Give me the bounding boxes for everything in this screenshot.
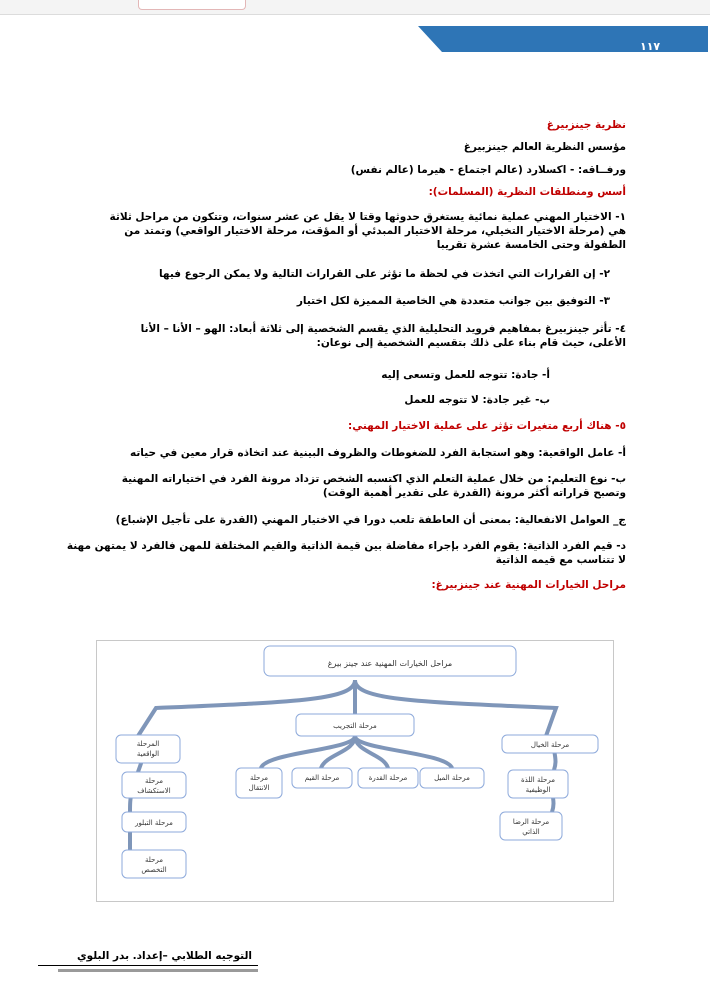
node-transition: [236, 768, 282, 798]
variable-b: [66, 472, 626, 500]
label-satisfaction-2: الذاتي: [522, 828, 540, 836]
page-number: ١١٧: [640, 40, 661, 53]
label-satisfaction-1: مرحلة الرضا: [512, 818, 550, 826]
stages-heading: مراحل الخيارات المهنية عند جينزبيرغ:: [431, 579, 626, 591]
principle-3: ٣- التوفيق بين جوانب متعددة هي الخاصية المميزة لكل اختيار: [296, 295, 610, 307]
top-toolbar: [0, 0, 710, 15]
banner-shape: [418, 26, 708, 52]
section-title: نظرية جينزبيرغ: [546, 119, 626, 131]
label-exploration-1: مرحلة: [144, 777, 164, 785]
label-fantasy: مرحلة الخيال: [530, 741, 570, 749]
label-interest: مرحلة الميل: [434, 774, 470, 782]
principle-4: [66, 322, 626, 350]
page-footer: [38, 950, 258, 972]
principle-5: [66, 419, 626, 433]
principle-2: ٢- إن القرارات التي اتخذت في لحظة ما تؤثر على القرارات التالية ولا يمكن الرجوع فيها: [158, 268, 610, 280]
principle-1-line-3: الطفولة وحتى الخامسة عشرة تقريبا: [436, 239, 626, 251]
personality-type-b: ب- غير جادة: لا تتوجه للعمل: [404, 394, 550, 406]
label-top: مراحل الخيارات المهنية عند جينز بيرغ: [327, 659, 453, 668]
label-crystallization: مرحلة التبلور: [135, 819, 173, 827]
variable-c: ج_ العوامل الانفعالية: بمعنى أن العاطفة تلعب دورا في الاختيار المهني (القدرة على تأجيل الإشباع): [115, 514, 626, 526]
stages-diagram: [96, 640, 614, 902]
variable-d-line-2: لا تتناسب مع قيمه الذاتية: [495, 554, 626, 566]
label-capacity: مرحلة القدرة: [368, 774, 408, 782]
variable-d-line-1: د- قيم الفرد الذاتية: يقوم الفرد بإجراء مفاضلة بين قيمة الذاتية والقيم المختلفة للمهن فالفرد لا يمتهن مهنة: [66, 540, 626, 552]
page-banner: [418, 26, 708, 56]
principle-5-text: ٥- هناك أربع متغيرات تؤثر على عملية الاختيار المهني:: [348, 420, 626, 432]
toolbar-tab[interactable]: [138, 0, 246, 10]
footer-rule-shadow: [58, 969, 258, 972]
principle-1-line-1: ١- الاختيار المهني عملية نمائية يستغرق حدوثها وقتا لا يقل عن عشر سنوات، وتتكون من مراحل ثلاثة: [109, 211, 626, 223]
label-trial: مرحلة التجريب: [333, 722, 377, 730]
principle-4-line-2: الأعلى، حيث قام بناء على ذلك بتقسيم الشخصية إلى نوعان:: [316, 337, 626, 349]
label-transition-1: مرحلة: [249, 774, 269, 782]
label-realistic-2: الواقعية: [136, 750, 160, 758]
principle-1-line-2: هي (مرحلة الاختيار التخيلي، مرحلة الاختيار المبدئي أو المؤقت، مرحلة الاختيار الواقعي) وتمتد من: [124, 225, 626, 237]
label-pleasure-2: الوظيفية: [525, 786, 551, 794]
founder-line: مؤسس النظرية العالم جينزبيرغ: [463, 141, 626, 153]
associates-line: ورفــاقه: - اكسلارد (عالم اجتماع - هيرما (عالم نفس): [350, 164, 626, 176]
label-specification-1: مرحلة: [144, 856, 164, 864]
variable-b-line-1: ب- نوع التعليم: من خلال عملية التعلم الذي اكتسبه الشخص تزداد مرونة الفرد في اختياراته المهنية: [121, 473, 626, 485]
label-transition-2: الانتقال: [248, 784, 270, 792]
label-values: مرحلة القيم: [304, 774, 340, 782]
label-pleasure-1: مرحلة اللذة: [521, 776, 555, 784]
variable-b-line-2: وتصبح قراراته أكثر مرونة (القدرة على تقدير أهمية الوقت): [322, 487, 626, 499]
label-realistic-1: المرحلة: [136, 740, 160, 748]
footer-text: التوجيه الطلابي –إعداد. بدر البلوي: [77, 950, 252, 962]
principle-4-line-1: ٤- تأثر جينزبيرغ بمفاهيم فرويد التحليلية الذي يقسم الشخصية إلى ثلاثة أبعاد: الهو – الأنا – الأنا: [140, 323, 626, 335]
footer-rule: [38, 965, 258, 966]
personality-type-a: أ- جادة: تتوجه للعمل وتسعى إليه: [381, 369, 550, 381]
principles-heading: أسس ومنطلقات النظرية (المسلمات):: [428, 186, 626, 198]
label-specification-2: التخصص: [141, 866, 167, 874]
principle-1: [66, 210, 626, 252]
variable-a: أ- عامل الواقعية: وهو استجابة الفرد للضغوطات والظروف البينية عند اتخاذه قرار معين في حياته: [130, 447, 626, 459]
label-exploration-2: الاستكشاف: [137, 787, 171, 795]
variable-d: [66, 539, 626, 567]
